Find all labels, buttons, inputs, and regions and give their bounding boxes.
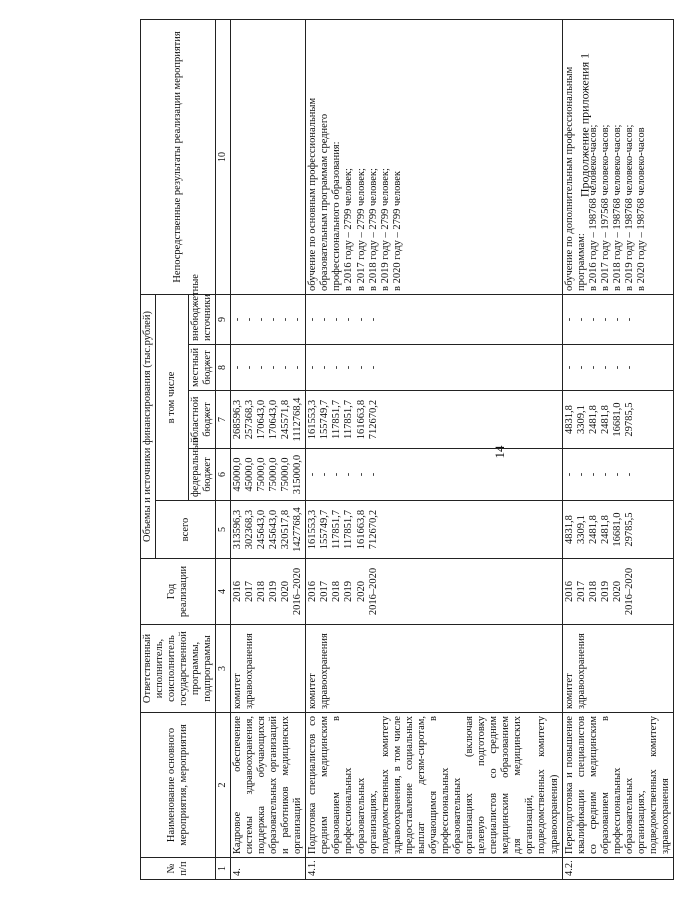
appendix-note: Продолжение приложения 1: [577, 52, 592, 198]
row-executor: комитет здравоохранения: [562, 625, 674, 713]
row-federal: 45000,0 45000,0 75000,0 75000,0 75000,0 315000,0: [230, 449, 305, 501]
row-result: [230, 19, 305, 294]
row-result: обучение по дополнительным профессиональным программам: в 2016 году – 198768 человеко-часов; в 2017 году – 197568 человеко-часов; в 2018 году – 198768 человеко-часов; в 2019 году – 198768 человеко-часов; в 2020 году – 198768 человеко-часов: [562, 19, 674, 294]
column-index: 9: [216, 294, 231, 344]
column-index: 8: [216, 345, 231, 391]
column-index-row: [216, 19, 231, 879]
row-name: Переподготовка и повышение квалификации специалистов со средним медицинским образованием в профессиональных образовательных организациях, подведомственных комитету здравоохранения: [562, 713, 674, 858]
row-total: 313596,3 302368,3 245643,0 245643,0 320517,8 1427768,4: [230, 501, 305, 559]
row-number: 4.2.: [562, 858, 674, 880]
row-total: 161553,3 155749,7 117851,7 117851,7 161663,8 712670,2: [306, 501, 562, 559]
column-index: 1: [216, 858, 231, 880]
header-row-1: [141, 19, 156, 879]
row-local: - - - - - -: [562, 345, 674, 391]
row-regional: 161553,3 155749,7 117851,7 117851,7 161663,8 712670,2: [306, 391, 562, 449]
col-header-extra: внебюджетные источники: [189, 294, 216, 344]
row-total: 4831,8 3309,1 2481,8 2481,8 16681,0 29785,5: [562, 501, 674, 559]
table-row: [306, 19, 562, 879]
row-name: Подготовка специалистов со средним медицинским образованием в профессиональных образовательных организациях, подведомственных комитету здравоохранения, в том числе предоставление социальных выплат детям-сиротам, обучающимся в профессиональных образовательных организациях (включая целевую подготовку специалистов со средним медицинским образованием для медицинских организаций, подведомственных комитету здравоохранения): [306, 713, 562, 858]
col-header-regional: областной бюджет: [189, 391, 216, 449]
funding-table: [140, 19, 674, 880]
col-header-incl: в том числе: [156, 294, 189, 500]
table-row: [230, 19, 305, 879]
row-federal: - - - - - -: [306, 449, 562, 501]
row-result: обучение по основным профессиональным образовательным программам среднего профессионального образования: в 2016 году – 2799 человек; в 2017 году – 2799 человек; в 2018 году – 2799 человек; в 2019 году – 2799 человек; в 2020 году – 2799 человек: [306, 19, 562, 294]
row-executor: комитет здравоохранения: [230, 625, 305, 713]
row-regional: 4831,8 3309,1 2481,8 2481,8 16681,0 29785,5: [562, 391, 674, 449]
column-index: 5: [216, 501, 231, 559]
rotated-table-area: [140, 20, 672, 880]
row-regional: 268596,3 257368,3 170643,0 170643,0 245571,8 1112768,4: [230, 391, 305, 449]
col-header-results: Непосредственные результаты реализации мероприятия: [141, 19, 216, 294]
column-index: 6: [216, 449, 231, 501]
row-federal: - - - - - -: [562, 449, 674, 501]
row-extra: - - - - - -: [562, 294, 674, 344]
col-header-name: Наименование основного мероприятия, мероприятия: [141, 713, 216, 858]
col-header-funding: Объемы и источники финансирования (тыс.рублей): [141, 294, 156, 558]
column-index: 4: [216, 559, 231, 625]
column-index: 10: [216, 19, 231, 294]
row-local: - - - - - -: [230, 345, 305, 391]
row-years: 2016 2017 2018 2019 2020 2016–2020: [306, 559, 562, 625]
row-local: - - - - - -: [306, 345, 562, 391]
row-extra: - - - - - -: [230, 294, 305, 344]
table-row: [562, 19, 674, 879]
row-number: 4.1.: [306, 858, 562, 880]
row-years: 2016 2017 2018 2019 2020 2016–2020: [230, 559, 305, 625]
row-name: Кадровое обеспечение системы здравоохранения, поддержка обучающихся образовательных организаций и работников медицинских организаций: [230, 713, 305, 858]
col-header-no: № п/п: [141, 858, 216, 880]
col-header-year: Год реализации: [141, 559, 216, 625]
col-header-local: местный бюджет: [189, 345, 216, 391]
col-header-federal: федеральный бюджет: [189, 449, 216, 501]
page-number: 14: [492, 445, 507, 459]
row-extra: - - - - - -: [306, 294, 562, 344]
row-number: 4.: [230, 858, 305, 880]
col-header-executor: Ответственный исполнитель, соисполнитель государственной программы, подпрограммы: [141, 625, 216, 713]
column-index: 2: [216, 713, 231, 858]
col-header-total: всего: [156, 501, 216, 559]
column-index: 7: [216, 391, 231, 449]
row-years: 2016 2017 2018 2019 2020 2016–2020: [562, 559, 674, 625]
row-executor: комитет здравоохранения: [306, 625, 562, 713]
column-index: 3: [216, 625, 231, 713]
